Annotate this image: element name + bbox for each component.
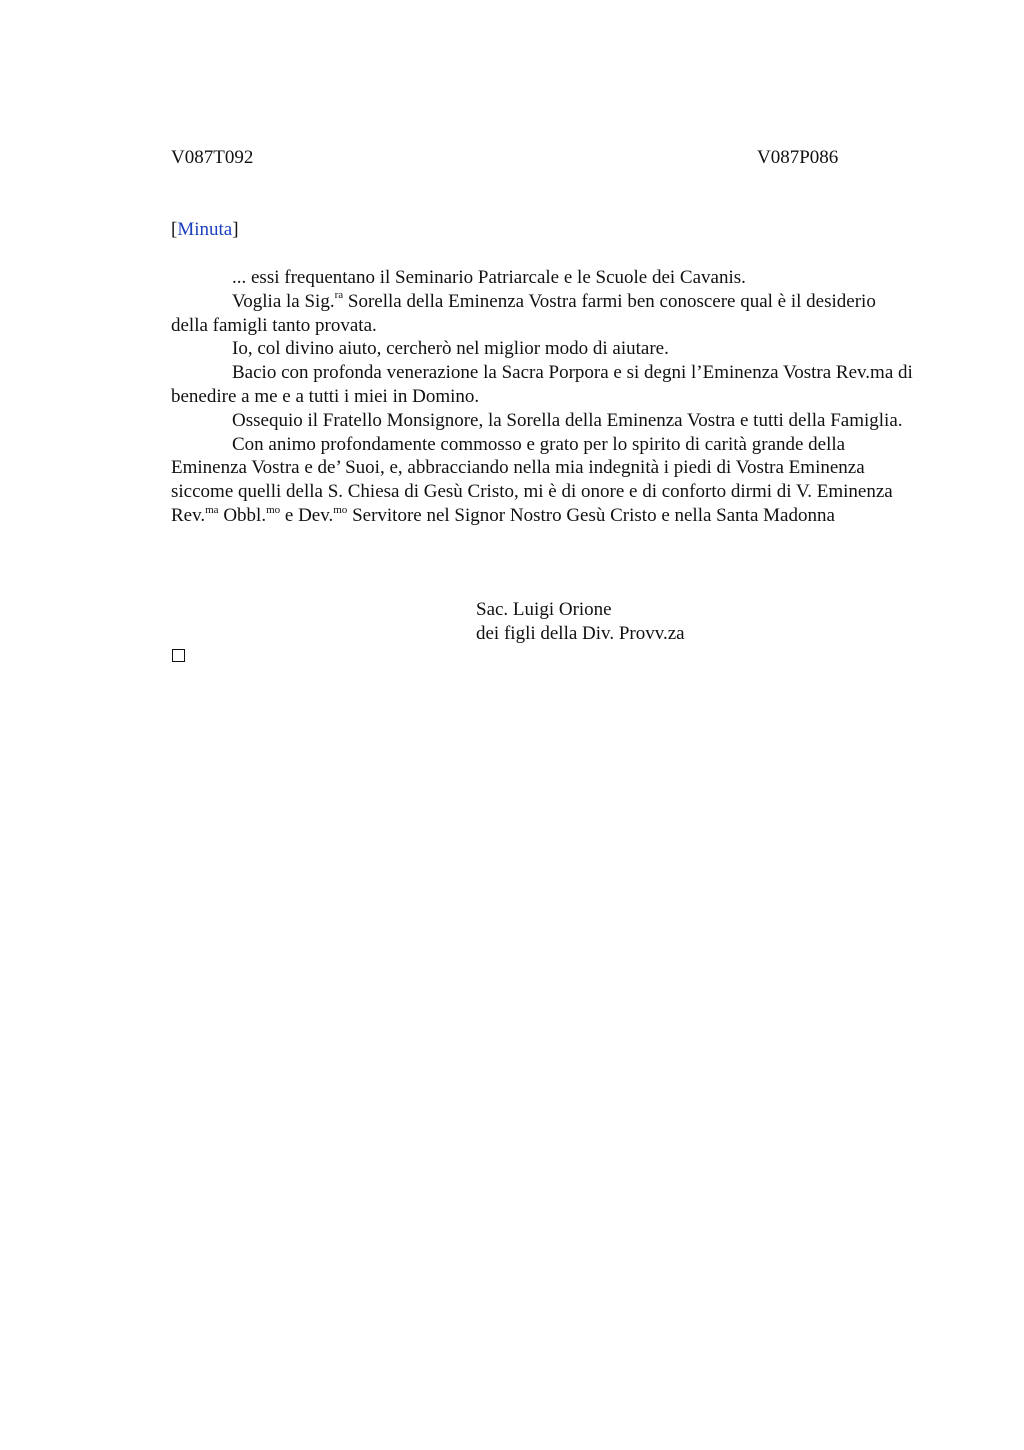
document-code-right: V087P086 <box>757 147 839 168</box>
paragraph-6-end: Servitore nel Signor Nostro Gesù Cristo e nella Santa Madonna <box>347 504 835 526</box>
paragraph-4: Bacio con profonda venerazione la Sacra Porpora e si degni l’Eminenza Vostra Rev.ma di benedire a me e a tutti i miei in Domino. <box>171 362 913 407</box>
paragraph-3: Io, col divino aiuto, cercherò nel miglior modo di aiutare. <box>232 338 669 360</box>
superscript-ra: ra <box>334 289 344 302</box>
paragraph-5: Ossequio il Fratello Monsignore, la Sorella della Eminenza Vostra e tutti della Famiglia. <box>232 409 903 431</box>
open-bracket: [ <box>171 219 178 240</box>
end-of-document-box-icon <box>172 649 185 662</box>
paragraph-6-dev: e Dev. <box>280 504 334 526</box>
paragraph-6-start: Con animo profondamente commosso e grato per lo spirito di carità grande della Eminenza Vostra e de’ Suoi, e, abbracciando nella mia indegnità i piedi di Vostra Eminenza siccome quelli della S. Chiesa di Gesù Cristo, mi è di onore e di conforto dirmi di V. Eminenza Rev. <box>171 433 893 526</box>
superscript-mo-2: mo <box>333 503 348 516</box>
minuta-label <box>171 218 239 242</box>
document-code-left: V087T092 <box>171 147 254 168</box>
signature-title: dei figli della Div. Provv.za <box>476 622 685 644</box>
close-bracket: ] <box>232 219 239 240</box>
paragraph-2-rest: Sorella della Eminenza Vostra farmi ben conoscere qual è il desiderio della famigli tanto provata. <box>171 290 876 336</box>
superscript-ma: ma <box>205 503 219 516</box>
paragraph-2 <box>171 290 916 338</box>
minuta-link[interactable]: Minuta <box>177 219 233 240</box>
superscript-mo-1: mo <box>266 503 281 516</box>
paragraph-6 <box>171 433 916 528</box>
paragraph-6-obbl: Obbl. <box>218 504 267 526</box>
signature-name: Sac. Luigi Orione <box>476 599 612 620</box>
letter-body <box>171 266 916 528</box>
paragraph-2-start: Voglia la Sig. <box>232 290 335 312</box>
paragraph-1: ... essi frequentano il Seminario Patriarcale e le Scuole dei Cavanis. <box>232 267 746 288</box>
signature-block <box>476 598 685 646</box>
